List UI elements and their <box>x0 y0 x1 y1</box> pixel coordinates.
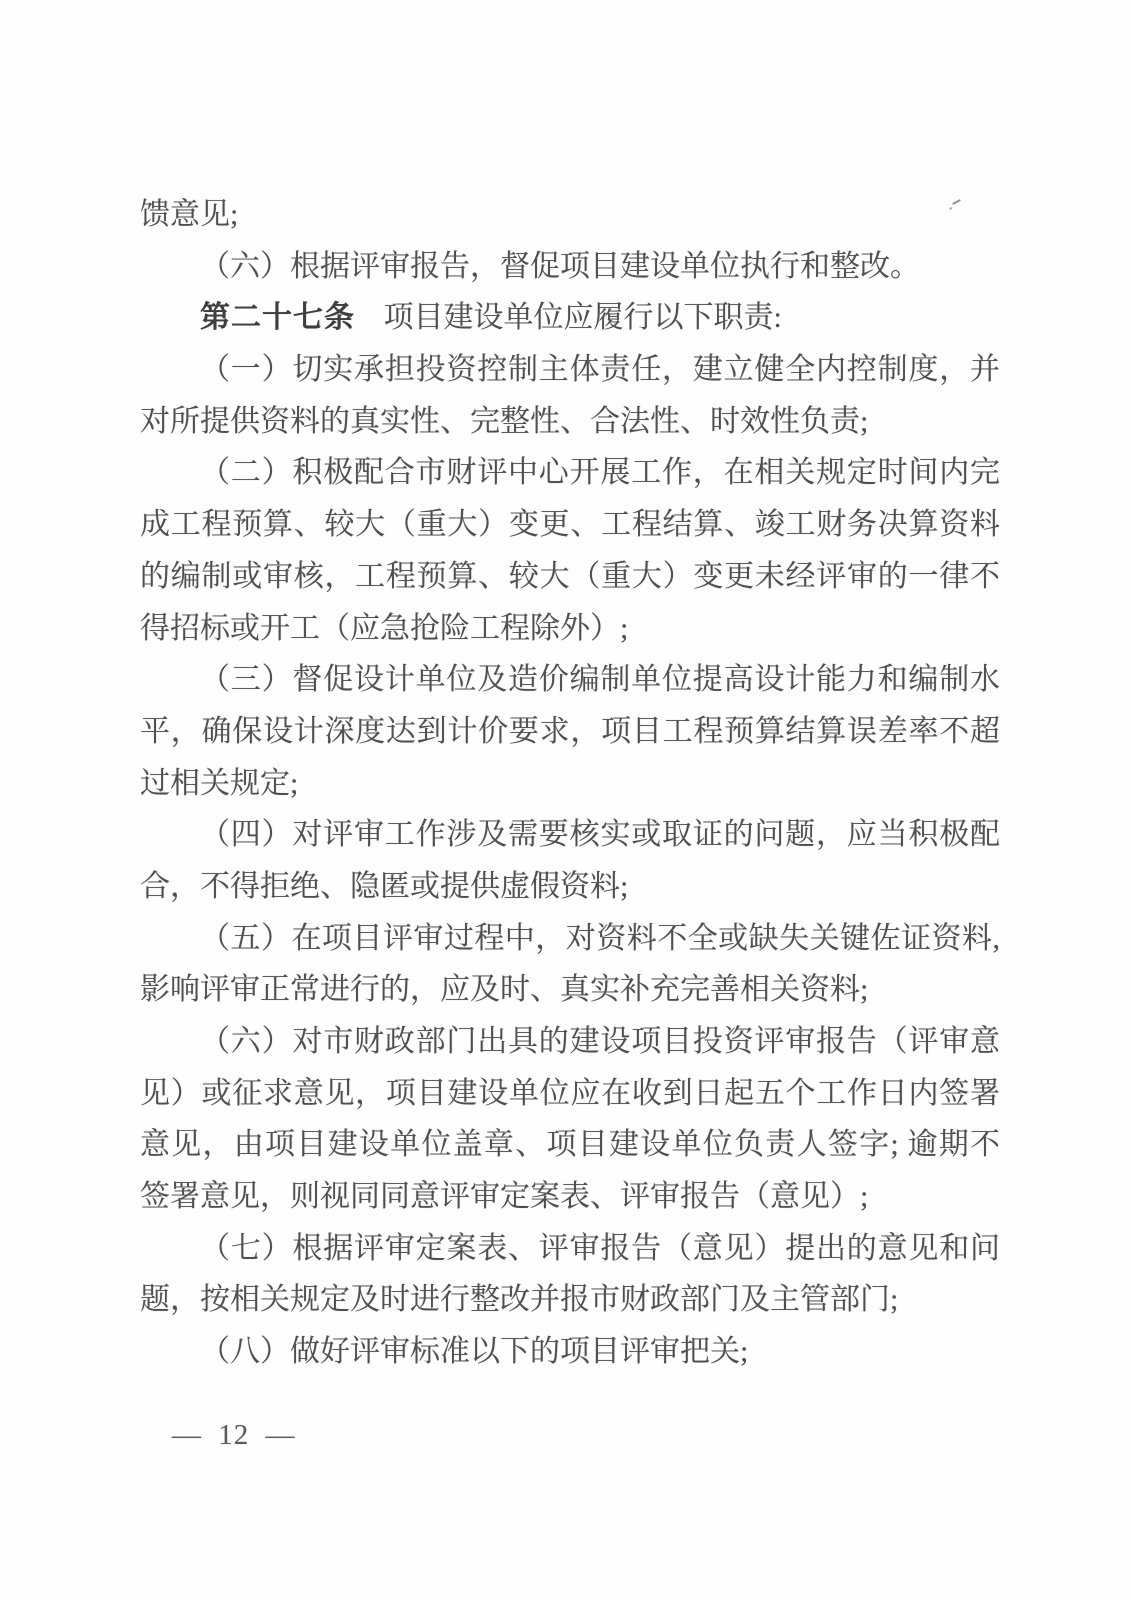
text-line: 得招标或开工（应急抢险工程除外）; <box>140 611 629 645</box>
text-line: 合，不得拒绝、隐匿或提供虚假资料; <box>140 869 629 903</box>
text-line: （七）根据评审定案表、评审报告（意见）提出的意见和问 <box>200 1231 1000 1265</box>
text-line: （六）对市财政部门出具的建设项目投资评审报告（评审意 <box>200 1025 1000 1058</box>
text-line: 对所提供资料的真实性、完整性、合法性、时效性负责; <box>140 404 869 438</box>
text-line: （六）根据评审报告，督促项目建设单位执行和整改。 <box>200 249 920 283</box>
text-line: 的编制或审核，工程预算、较大（重大）变更未经评审的一律不 <box>140 559 1000 593</box>
text-line: 平，确保设计深度达到计价要求，项目工程预算结算误差率不超 <box>140 714 1000 748</box>
text-line: 馈意见; <box>140 198 239 231</box>
article-title: 项目建设单位应履行以下职责: <box>383 301 782 335</box>
page-number: — 12 — <box>172 1419 296 1451</box>
article-heading <box>140 292 1000 344</box>
text-line: （八）做好评审标准以下的项目评审把关; <box>200 1335 749 1369</box>
text-line: （三）督促设计单位及造价编制单位提高设计能力和编制水 <box>200 663 1000 697</box>
text-line: 签署意见，则视同同意评审定案表、评审报告（意见）; <box>140 1180 869 1214</box>
text-line: 过相关规定; <box>140 766 299 800</box>
text-line: （四）对评审工作涉及需要核实或取证的问题，应当积极配 <box>200 818 1000 852</box>
text-line: 意见，由项目建设单位盖章、项目建设单位负责人签字; 逾期不 <box>140 1128 1000 1162</box>
text-line: 成工程预算、较大（重大）变更、工程结算、竣工财务决算资料 <box>140 508 1000 542</box>
text-line: （五）在项目评审过程中，对资料不全或缺失关键佐证资料, <box>200 921 1000 955</box>
article-number: 第二十七条 <box>200 301 355 335</box>
text-line: 见）或征求意见，项目建设单位应在收到日起五个工作日内签署 <box>140 1076 1000 1110</box>
text-line: 题，按相关规定及时进行整改并报市财政部门及主管部门; <box>140 1283 899 1317</box>
document-body <box>140 189 1000 1378</box>
text-line: （二）积极配合市财评中心开展工作，在相关规定时间内完 <box>200 456 1000 490</box>
text-line: 影响评审正常进行的，应及时、真实补充完善相关资料; <box>140 973 869 1007</box>
text-line: （一）切实承担投资控制主体责任，建立健全内控制度，并 <box>200 353 1000 387</box>
